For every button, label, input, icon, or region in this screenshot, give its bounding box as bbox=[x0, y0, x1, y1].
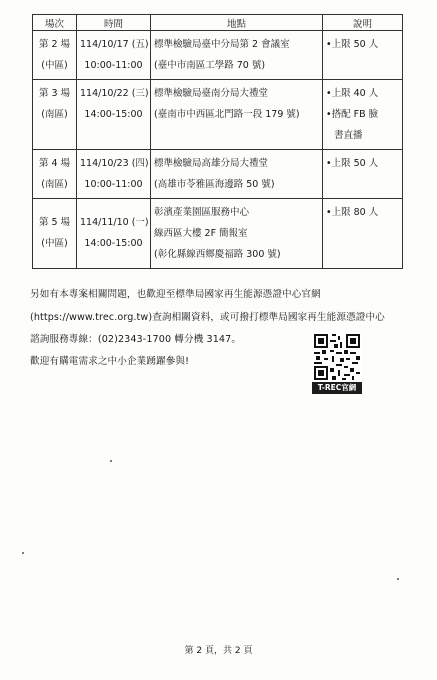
info-line-1: 另如有本專案相關問題，也歡迎至標準局國家再生能源憑證中心官網 bbox=[30, 289, 321, 300]
notes-cell bbox=[323, 80, 403, 150]
table-row bbox=[33, 80, 403, 150]
session-hours: 14:00-15:00 bbox=[84, 238, 143, 249]
page-footer: 第 2 頁，共 2 頁 bbox=[184, 646, 253, 656]
venue-address: (臺南市中西區北門路一段 179 號) bbox=[154, 109, 300, 120]
scan-speck bbox=[22, 552, 24, 554]
session-date: 114/10/17 (五) bbox=[80, 39, 149, 50]
session-cell bbox=[33, 31, 77, 80]
session-region: (中區) bbox=[41, 60, 68, 71]
session-hours: 10:00-11:00 bbox=[84, 179, 143, 190]
header-notes: 說明 bbox=[323, 15, 403, 31]
session-number: 第 4 場 bbox=[38, 158, 71, 169]
notes-cell bbox=[323, 199, 403, 269]
header-session: 場次 bbox=[33, 15, 77, 31]
location-cell bbox=[151, 31, 323, 80]
venue-name: 標準檢驗局臺南分局大禮堂 bbox=[154, 88, 269, 99]
session-number: 第 2 場 bbox=[38, 39, 71, 50]
venue-room: 線西區大樓 2F 簡報室 bbox=[154, 228, 248, 239]
note-capacity: •上限 50 人 bbox=[326, 158, 379, 169]
schedule-table bbox=[32, 14, 403, 269]
venue-address: (高雄市苓雅區海邊路 50 號) bbox=[154, 179, 275, 190]
venue-name: 彰濱產業園區服務中心 bbox=[154, 207, 250, 218]
session-region: (南區) bbox=[41, 109, 68, 120]
note-capacity: •上限 80 人 bbox=[326, 207, 379, 218]
notes-cell bbox=[323, 150, 403, 199]
time-cell bbox=[77, 150, 151, 199]
note-livestream: •搭配 FB 臉 bbox=[326, 109, 379, 120]
session-date: 114/10/22 (三) bbox=[80, 88, 149, 99]
venue-address: (臺中市南區工學路 70 號) bbox=[154, 60, 266, 71]
table-row bbox=[33, 31, 403, 80]
note-capacity: •上限 50 人 bbox=[326, 39, 379, 50]
session-date: 114/11/10 (一) bbox=[80, 217, 149, 228]
table-row bbox=[33, 199, 403, 269]
qr-code-icon[interactable] bbox=[312, 332, 362, 382]
session-number: 第 3 場 bbox=[38, 88, 71, 99]
venue-address: (彰化縣線西鄉慶福路 300 號) bbox=[154, 249, 281, 260]
time-cell bbox=[77, 199, 151, 269]
info-line-4: 歡迎有購電需求之中小企業踴躍參與! bbox=[30, 356, 190, 367]
time-cell bbox=[77, 80, 151, 150]
session-cell bbox=[33, 199, 77, 269]
venue-name: 標準檢驗局高雄分局大禮堂 bbox=[154, 158, 269, 169]
session-region: (中區) bbox=[41, 238, 68, 249]
venue-name: 標準檢驗局臺中分局第 2 會議室 bbox=[154, 39, 290, 50]
session-cell bbox=[33, 150, 77, 199]
time-cell bbox=[77, 31, 151, 80]
table-header-row bbox=[33, 15, 403, 31]
scan-speck bbox=[110, 460, 112, 462]
note-livestream-cont: 書直播 bbox=[334, 130, 363, 141]
qr-caption: T-REC官網 bbox=[312, 382, 362, 394]
session-number: 第 5 場 bbox=[38, 217, 71, 228]
table-row bbox=[33, 150, 403, 199]
location-cell bbox=[151, 199, 323, 269]
header-time: 時間 bbox=[77, 15, 151, 31]
header-location: 地點 bbox=[151, 15, 323, 31]
notes-cell bbox=[323, 31, 403, 80]
session-region: (南區) bbox=[41, 179, 68, 190]
location-cell bbox=[151, 150, 323, 199]
session-hours: 10:00-11:00 bbox=[84, 60, 143, 71]
session-cell bbox=[33, 80, 77, 150]
session-date: 114/10/23 (四) bbox=[80, 158, 149, 169]
info-line-3: 諮詢服務專線：(02)2343-1700 轉分機 3147。 bbox=[30, 334, 242, 345]
note-capacity: •上限 40 人 bbox=[326, 88, 379, 99]
scan-speck bbox=[397, 578, 399, 580]
info-line-2[interactable]: (https://www.trec.org.tw)查詢相關資料，或可撥打標準局國家再生能源憑證中心 bbox=[30, 312, 385, 323]
session-hours: 14:00-15:00 bbox=[84, 109, 143, 120]
location-cell bbox=[151, 80, 323, 150]
